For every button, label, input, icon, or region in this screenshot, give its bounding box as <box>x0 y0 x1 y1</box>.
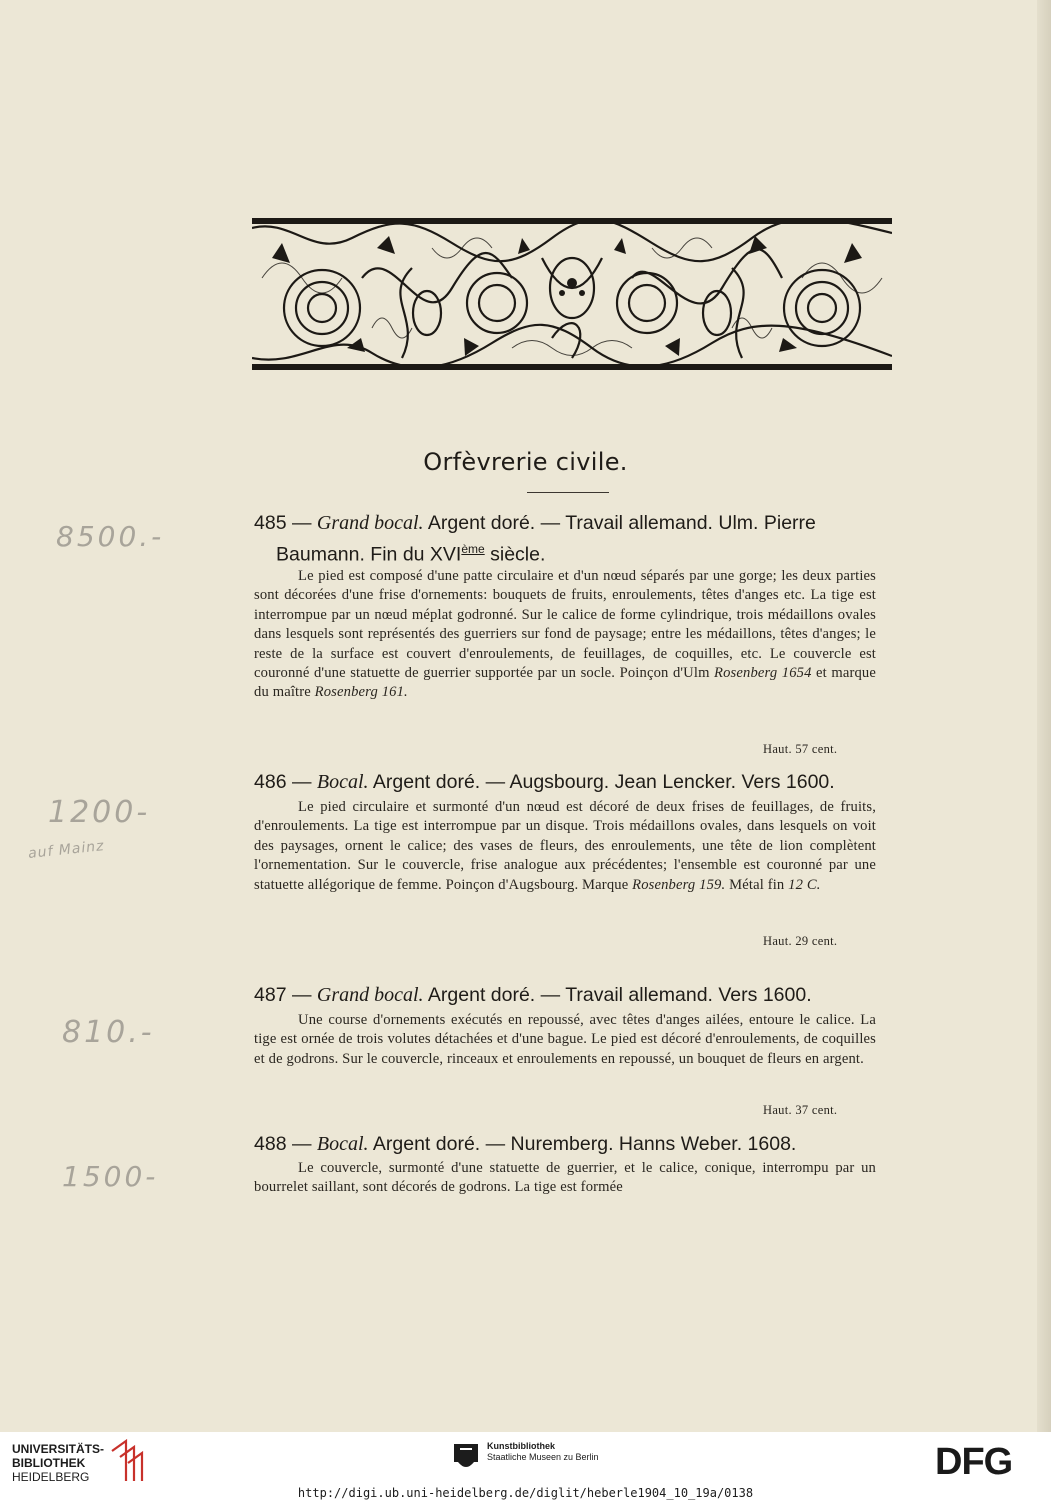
margin-note-486b: auf Mainz <box>27 838 106 862</box>
kb-line2: Staatliche Museen zu Berlin <box>487 1452 599 1462</box>
entry-cont-text-end: siècle. <box>484 543 546 566</box>
page-edge <box>1037 0 1051 1432</box>
body-text: Le couvercle, surmonté d'une statuette de guerrier, et le calice, conique, interrompu par un bourrelet saillant, sont décorés de godrons. La tige est formée <box>254 1160 876 1196</box>
entry-name: Grand bocal. <box>316 512 424 534</box>
margin-note-486: 1200- <box>48 795 151 830</box>
section-title: Orfèvrerie civile. <box>423 448 628 476</box>
dash: — <box>286 984 317 1006</box>
entry-name: Bocal. <box>316 1133 369 1155</box>
entry-487-heading <box>254 982 882 1008</box>
dfg-logo[interactable]: DFG <box>935 1441 1013 1483</box>
entry-486-body <box>254 798 876 895</box>
body-text-cont: Métal fin <box>725 876 789 893</box>
body-text: Le pied est composé d'une patte circulaire et d'un nœud séparés par une gorge; les deux parties sont décorées d'une frise d'ornements: bouquets de fruits, enroulements, têtes d'anges etc. La tige est interrompue par un nœud méplat godronné. Sur le calice de forme cylindrique, trois médaillons ovales dans lesquels sont représentés des guerriers sur fond de paysage; entre les médaillons, têtes d'anges; le reste de la surface est couvert d'enroulements, de feuillages, de coquilles, etc. Le couvercle est couronné d'une statuette de guerrier supportée par un socle. Poinçon d'Ulm <box>254 568 876 682</box>
entry-486-heading <box>254 769 882 795</box>
entry-485-body <box>254 567 876 703</box>
ub-line1: UNIVERSITÄTS- <box>12 1442 105 1456</box>
entry-cont-text: Baumann. Fin du XVI <box>276 543 462 566</box>
reference: 12 C. <box>788 876 821 893</box>
body-text: Le pied circulaire et surmonté d'un nœud est décoré de deux frises de feuillages, de fruits, d'enroulements. La tige est interrompue par un disque. Trois médaillons ovales, dans lesquels on voit des paysages, ornent le calice; des vases de fleurs, des enroulements, une tête de lion complètent l'ornementation. Sur le couvercle, frise analogue aux précédentes; l'ensemble est couronné par une statuette allégorique de femme. Poinçon d'Augsbourg. Marque <box>254 799 876 893</box>
margin-note-485: 8500.- <box>56 520 165 553</box>
margin-note-487: 810.- <box>62 1015 155 1050</box>
entry-number: 488 <box>254 1133 287 1155</box>
entry-number: 486 <box>254 771 287 793</box>
entry-continuation <box>254 536 882 568</box>
entry-description: Argent doré. — Travail allemand. Ulm. Pierre <box>423 512 816 534</box>
ub-line3: HEIDELBERG <box>12 1470 90 1484</box>
ub-heidelberg-logo-icon <box>108 1437 148 1485</box>
reference: Rosenberg 159. <box>632 876 726 893</box>
entry-description: Argent doré. — Augsbourg. Jean Lencker. Vers 1600. <box>368 771 835 793</box>
body-text-cont: et marque du maître <box>254 665 876 701</box>
dash: — <box>286 512 317 534</box>
kb-line1: Kunstbibliothek <box>487 1441 555 1451</box>
kunstbibliothek-logo[interactable] <box>487 1441 599 1463</box>
dash: — <box>286 771 317 793</box>
dash: — <box>286 1133 317 1155</box>
entry-487-height: Haut. 37 cent. <box>763 1103 838 1117</box>
ub-heidelberg-logo[interactable] <box>12 1442 104 1484</box>
superscript: ème <box>461 542 485 556</box>
reference: Rosenberg 161. <box>314 684 408 701</box>
ornamental-frieze-icon <box>252 218 892 370</box>
entry-number: 487 <box>254 984 287 1006</box>
entry-485-height: Haut. 57 cent. <box>763 742 838 756</box>
ub-line2: BIBLIOTHEK <box>12 1456 86 1470</box>
body-text: Une course d'ornements exécutés en repoussé, avec têtes d'anges ailées, entoure le calice. La tige est ornée de trois volutes détachées et d'une bague. Le pied est décoré d'enroulements, de coquilles et de godrons. Sur le couvercle, rinceaux et enroulements en repoussé, un bouquet de fleurs en argent. <box>254 1012 876 1067</box>
entry-488-heading <box>254 1131 882 1157</box>
entry-487-body <box>254 1011 876 1069</box>
entry-485-heading <box>254 510 882 568</box>
entry-name: Bocal. <box>316 771 369 793</box>
entry-description: Argent doré. — Travail allemand. Vers 1600. <box>423 984 812 1006</box>
reference: Rosenberg 1654 <box>714 665 812 682</box>
entry-488-body <box>254 1159 876 1198</box>
entry-name: Grand bocal. <box>316 984 424 1006</box>
title-divider <box>527 492 609 493</box>
entry-description: Argent doré. — Nuremberg. Hanns Weber. 1608. <box>368 1133 797 1155</box>
kunstbibliothek-logo-icon <box>452 1442 480 1470</box>
margin-note-488: 1500- <box>62 1160 159 1193</box>
page-url-link[interactable]: http://digi.ub.uni-heidelberg.de/diglit/heberle1904_10_19a/0138 <box>297 1486 754 1500</box>
entry-number: 485 <box>254 512 287 534</box>
entry-486-height: Haut. 29 cent. <box>763 934 838 948</box>
